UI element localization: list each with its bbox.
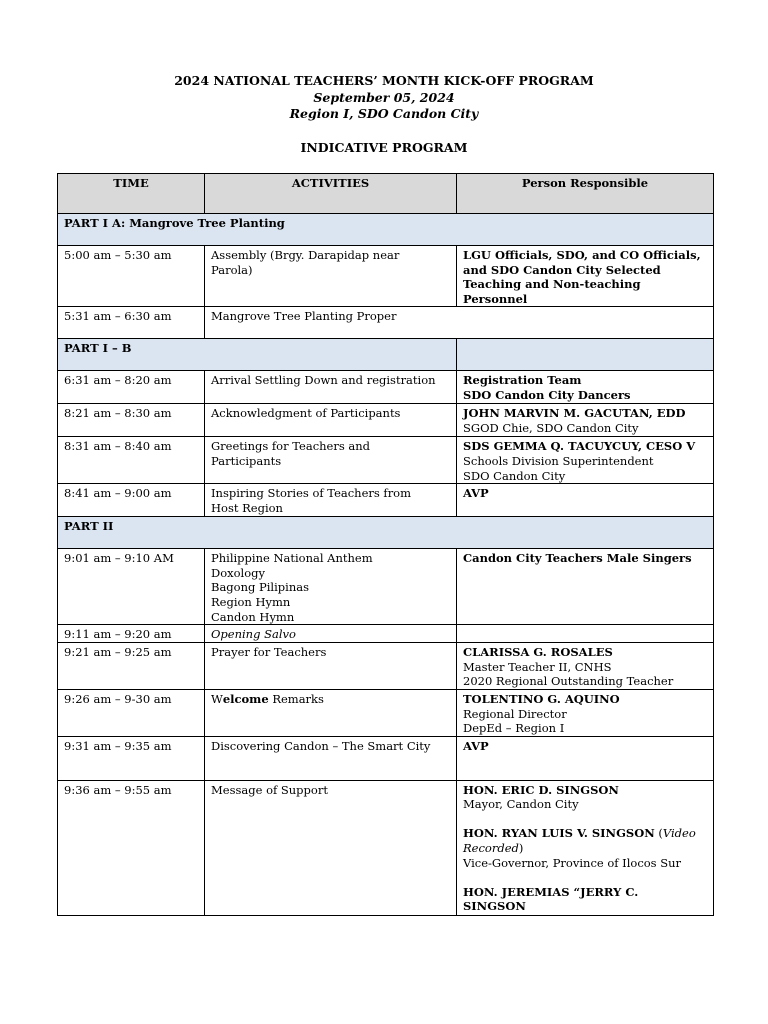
person-line: and SDO Candon City Selected <box>463 262 661 277</box>
person-line: Personnel <box>463 291 528 306</box>
person-name: TOLENTINO G. AQUINO <box>463 691 620 706</box>
time-cell: 6:31 am – 8:20 am <box>58 371 205 404</box>
section-row-part2 <box>58 517 714 549</box>
person-cell <box>457 404 714 437</box>
activity-cell <box>205 549 457 625</box>
column-header-activities: ACTIVITIES <box>205 174 457 214</box>
time-cell: 5:00 am – 5:30 am <box>58 246 205 307</box>
activity-line: Candon Hymn <box>211 609 295 624</box>
person-cell <box>457 437 714 484</box>
activity-cell: Message of Support <box>205 780 457 915</box>
person-role: Regional Director <box>463 706 567 721</box>
time-cell: 8:41 am – 9:00 am <box>58 484 205 517</box>
activity-cell: Arrival Settling Down and registration <box>205 371 457 404</box>
person-role: DepEd – Region I <box>463 721 565 736</box>
table-row <box>58 437 714 484</box>
document-header <box>0 73 768 156</box>
person-cell <box>457 625 714 643</box>
activity-line: Region Hymn <box>211 594 291 609</box>
person-line: Teaching and Non-teaching <box>463 277 641 292</box>
section-label: PART I A: Mangrove Tree Planting <box>58 214 714 246</box>
program-table <box>57 173 714 916</box>
table-row <box>58 780 714 915</box>
table-row <box>58 371 714 404</box>
time-cell: 9:21 am – 9:25 am <box>58 643 205 690</box>
activity-line: Participants <box>211 453 282 468</box>
person-cell: AVP <box>457 736 714 780</box>
time-cell: 9:26 am – 9-30 am <box>58 689 205 736</box>
person-entry <box>463 841 707 856</box>
person-cell: AVP <box>457 484 714 517</box>
section-row-part1a <box>58 214 714 246</box>
person-role: SDO Candon City <box>463 468 566 483</box>
activity-line: Host Region <box>211 500 283 515</box>
table-row <box>58 246 714 307</box>
person-role: Master Teacher II, CNHS <box>463 659 612 674</box>
person-role: Vice-Governor, Province of Ilocos Sur <box>463 855 682 870</box>
activity-cell: Acknowledgment of Participants <box>205 404 457 437</box>
paren-close: ) <box>518 841 524 856</box>
activity-line: Greetings for Teachers and <box>211 439 371 454</box>
section-row-part1b <box>58 339 714 371</box>
spacer <box>463 812 707 827</box>
section-label: PART I – B <box>58 339 457 371</box>
activity-line: Parola) <box>211 262 253 277</box>
person-role: SGOD Chie, SDO Candon City <box>463 420 639 435</box>
person-note: Video <box>662 826 696 841</box>
time-cell: 5:31 am – 6:30 am <box>58 307 205 339</box>
person-role: 2020 Regional Outstanding Teacher <box>463 674 674 689</box>
time-cell: 9:11 am – 9:20 am <box>58 625 205 643</box>
column-header-time: TIME <box>58 174 205 214</box>
table-row <box>58 307 714 339</box>
activity-text: W <box>211 691 223 706</box>
person-cell <box>457 689 714 736</box>
person-line: LGU Officials, SDO, and CO Officials, <box>463 248 701 262</box>
time-cell: 8:31 am – 8:40 am <box>58 437 205 484</box>
program-title: 2024 NATIONAL TEACHERS’ MONTH KICK-OFF PROGRAM <box>174 73 594 88</box>
person-name: JOHN MARVIN M. GACUTAN, EDD <box>463 406 686 421</box>
time-cell: 9:01 am – 9:10 AM <box>58 549 205 625</box>
table-header-row <box>58 174 714 214</box>
person-line: Registration Team <box>463 373 582 388</box>
activity-line: Doxology <box>211 565 266 580</box>
activity-line: Bagong Pilipinas <box>211 580 309 595</box>
table-row <box>58 484 714 517</box>
time-cell: 9:31 am – 9:35 am <box>58 736 205 780</box>
person-name: CLARISSA G. ROSALES <box>463 645 613 660</box>
person-cell <box>457 246 714 307</box>
time-cell: 8:21 am – 8:30 am <box>58 404 205 437</box>
time-cell: 9:36 am – 9:55 am <box>58 780 205 915</box>
activity-bold-text: elcome <box>222 691 269 706</box>
person-name: SDS GEMMA Q. TACUYCUY, CESO V <box>463 439 696 454</box>
person-name: HON. RYAN LUIS V. SINGSON <box>463 826 655 841</box>
activity-cell: Mangrove Tree Planting Proper <box>205 307 714 339</box>
person-role: Mayor, Candon City <box>463 797 579 812</box>
person-cell <box>457 780 714 915</box>
table-row <box>58 689 714 736</box>
person-note: Recorded <box>463 841 519 856</box>
program-date: September 05, 2024 <box>313 89 455 105</box>
person-name: SINGSON <box>463 899 526 914</box>
activity-cell: Opening Salvo <box>205 625 457 643</box>
activity-text: Remarks <box>268 691 324 706</box>
table-row <box>58 736 714 780</box>
person-cell: Candon City Teachers Male Singers <box>457 549 714 625</box>
spacer <box>463 870 707 885</box>
activity-cell <box>205 246 457 307</box>
program-location: Region I, SDO Candon City <box>289 106 479 121</box>
person-name: HON. JEREMIAS “JERRY C. <box>463 884 639 899</box>
activity-cell <box>205 437 457 484</box>
person-cell <box>457 371 714 404</box>
activity-line: Philippine National Anthem <box>211 551 373 566</box>
activity-cell <box>205 484 457 517</box>
table-row <box>58 643 714 690</box>
person-entry <box>463 826 707 841</box>
table-row <box>58 625 714 643</box>
person-role: Schools Division Superintendent <box>463 453 654 468</box>
person-name: HON. ERIC D. SINGSON <box>463 782 619 797</box>
column-header-person: Person Responsible <box>457 174 714 214</box>
paren-open: ( <box>654 826 663 841</box>
person-line: SDO Candon City Dancers <box>463 387 631 402</box>
activity-line: Inspiring Stories of Teachers from <box>211 486 412 501</box>
table-row <box>58 404 714 437</box>
activity-line: Assembly (Brgy. Darapidap near <box>211 248 400 262</box>
activity-cell <box>205 689 457 736</box>
activity-cell: Discovering Candon – The Smart City <box>205 736 457 780</box>
activity-cell: Prayer for Teachers <box>205 643 457 690</box>
section-empty-cell <box>457 339 714 371</box>
table-row <box>58 549 714 625</box>
section-label: PART II <box>58 517 714 549</box>
program-subtitle: INDICATIVE PROGRAM <box>300 139 468 155</box>
person-cell <box>457 643 714 690</box>
